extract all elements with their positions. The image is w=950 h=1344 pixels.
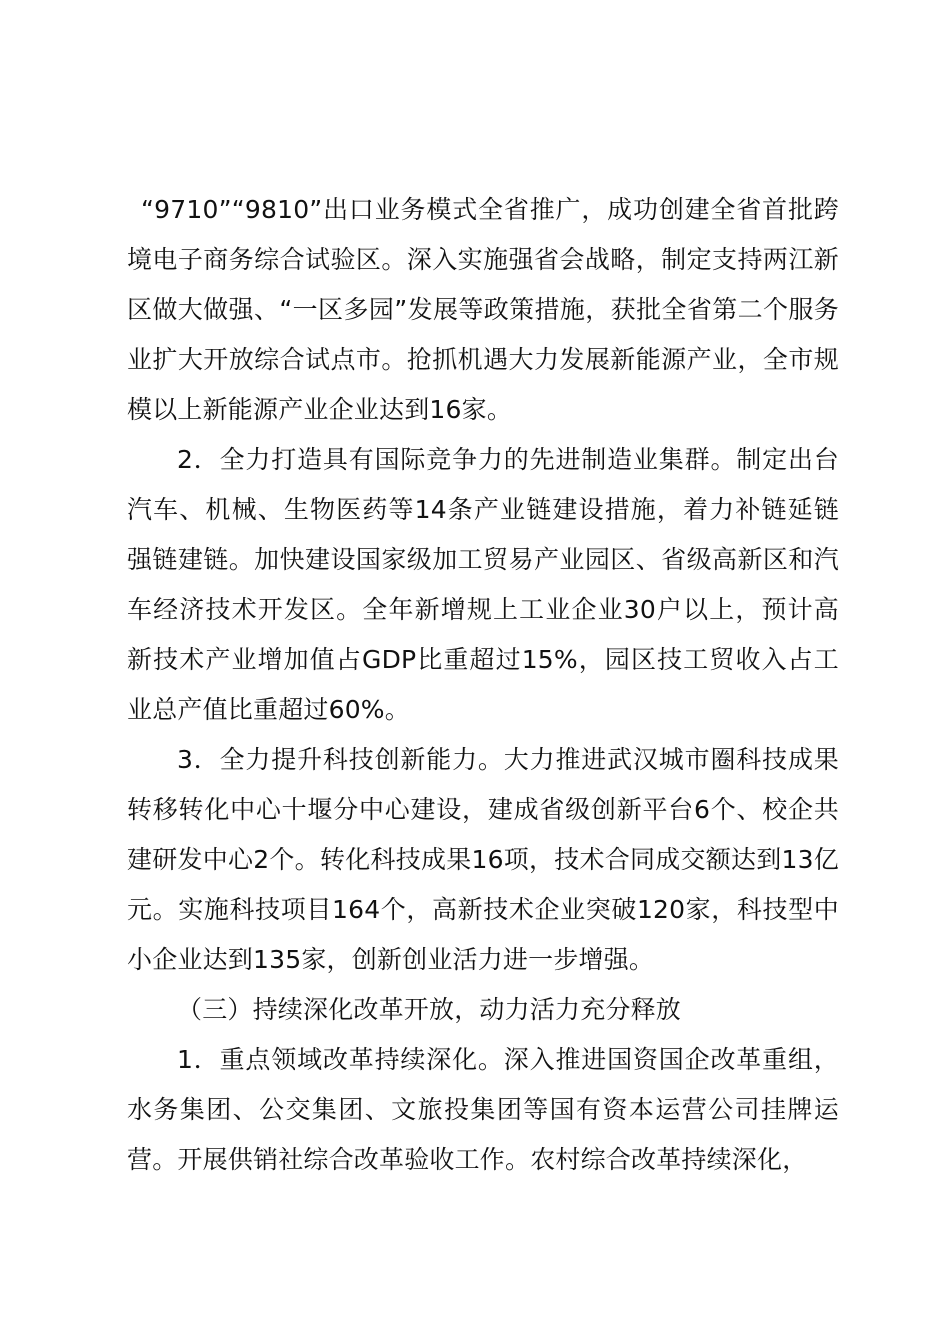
paragraph-innovation: 3．全力提升科技创新能力。大力推进武汉城市圈科技成果转移转化中心十堰分中心建设，建成省级创新平台6个、校企共建研发中心2个。转化科技成果16项，技术合同成交额达到13亿元。实施科技项目164个，高新技术企业突破120家，科技型中小企业达到135家，创新创业活力进一步增强。 <box>127 745 839 974</box>
paragraph-manufacturing: 2．全力打造具有国际竞争力的先进制造业集群。制定出台汽车、机械、生物医药等14条产业链建设措施，着力补链延链强链建链。加快建设国家级加工贸易产业园区、省级高新区和汽车经济技术开发区。全年新增规上工业企业30户以上，预计高新技术产业增加值占GDP比重超过15%，园区技工贸收入占工业总产值比重超过60%。 <box>127 445 839 724</box>
paragraph-continuation: “9710”“9810”出口业务模式全省推广，成功创建全省首批跨境电子商务综合试验区。深入实施强省会战略，制定支持两江新区做大做强、“一区多园”发展等政策措施，获批全省第二个服务业扩大开放综合试点市。抢抓机遇大力发展新能源产业，全市规模以上新能源产业企业达到16家。 <box>127 195 839 424</box>
paragraph-reform: 1．重点领域改革持续深化。深入推进国资国企改革重组，水务集团、公交集团、文旅投集团等国有资本运营公司挂牌运营。开展供销社综合改革验收工作。农村综合改革持续深化， <box>127 1045 839 1174</box>
section-heading: （三）持续深化改革开放，动力活力充分释放 <box>177 995 682 1024</box>
body-text <box>127 185 839 1185</box>
